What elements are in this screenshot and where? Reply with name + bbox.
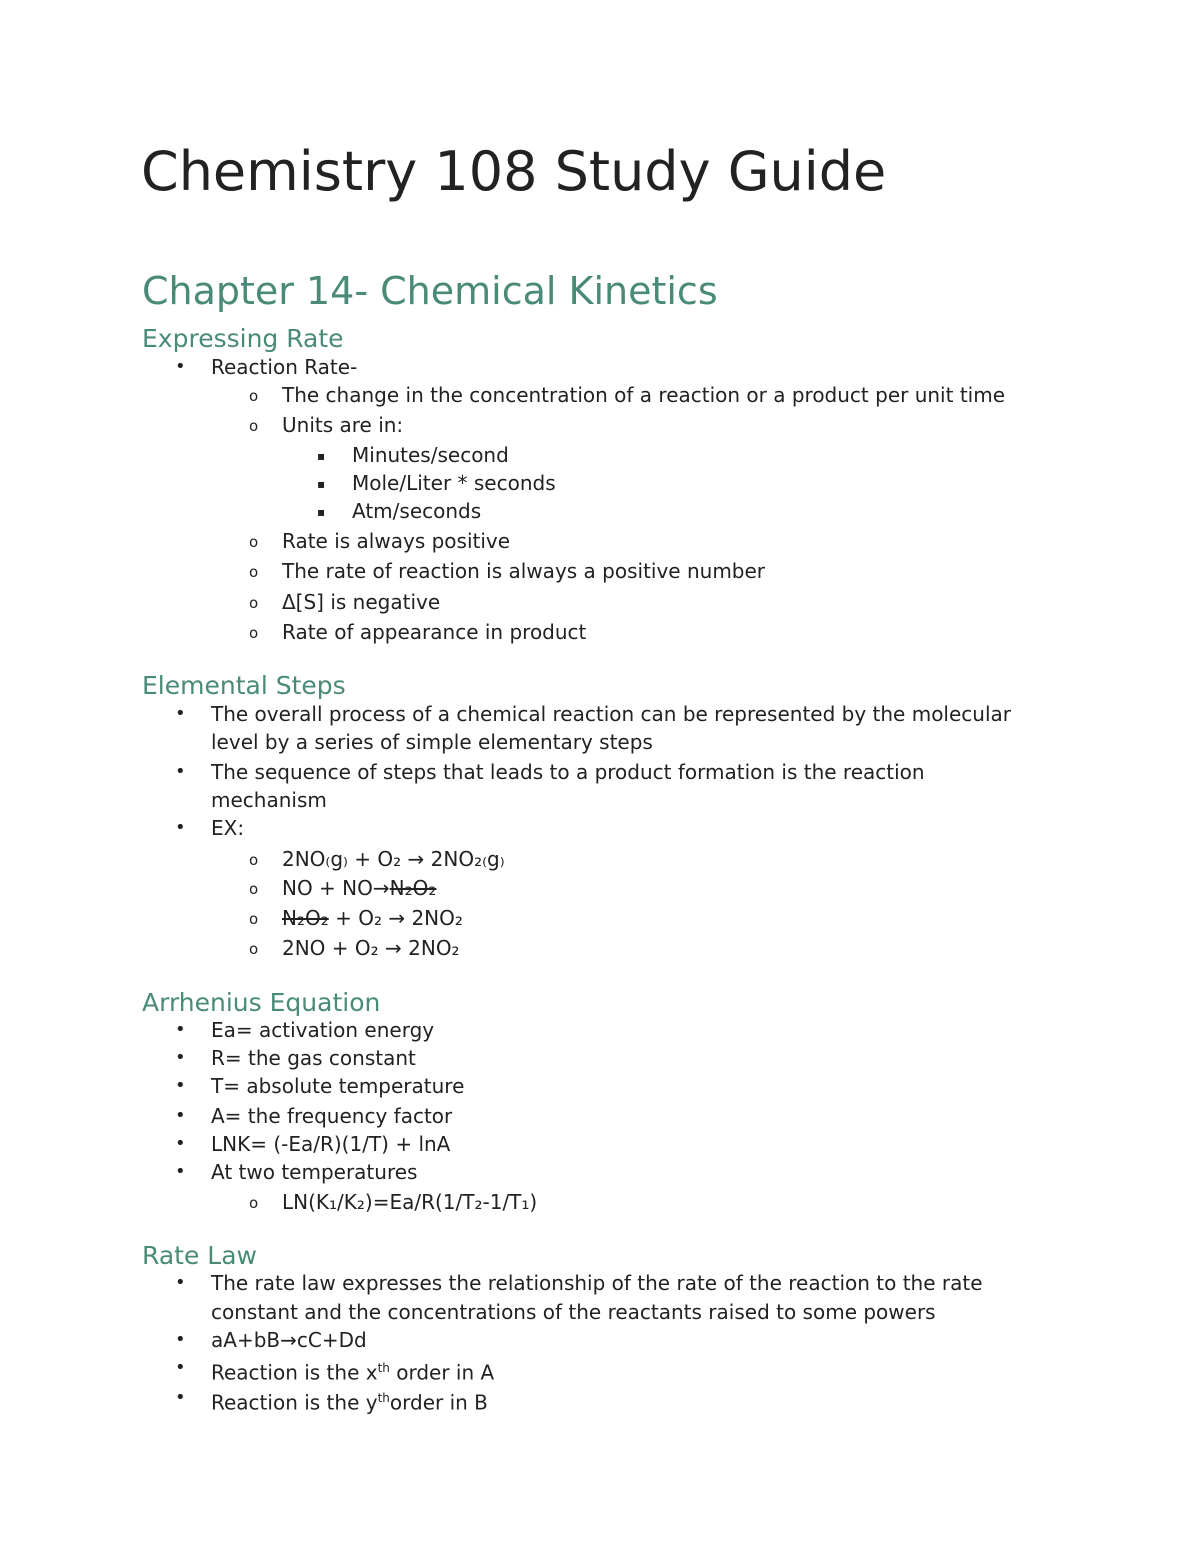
list-item: • aA+bB→cC+Dd xyxy=(211,1326,367,1354)
list-item: • Reaction Rate- xyxy=(211,353,357,381)
section-heading-expressing-rate: Expressing Rate xyxy=(142,324,344,353)
list-item: • The overall process of a chemical reaction can be represented by the molecular xyxy=(211,700,1011,728)
list-item: • R= the gas constant xyxy=(211,1044,416,1072)
equation-part: + O₂ → 2NO₂ xyxy=(328,906,463,930)
list-item: o Δ[S] is negative xyxy=(282,588,440,616)
equation-item xyxy=(282,874,436,902)
list-item: • The sequence of steps that leads to a product formation is the reaction xyxy=(211,758,925,786)
list-item-continuation: level by a series of simple elementary steps xyxy=(211,730,653,754)
list-item: • T= absolute temperature xyxy=(211,1072,464,1100)
equation-item: o 2NO + O₂ → 2NO₂ xyxy=(282,934,460,962)
list-item: ▪ Minutes/second xyxy=(352,441,509,469)
text-part: Reaction is the y xyxy=(211,1390,378,1415)
list-item xyxy=(211,1354,494,1387)
list-item: ▪ Atm/seconds xyxy=(352,497,481,525)
struck-reactant: N₂O₂ xyxy=(282,906,329,930)
list-item: • A= the frequency factor xyxy=(211,1102,452,1130)
list-item: • The rate law expresses the relationship of the rate of the reaction to the rate xyxy=(211,1269,983,1297)
list-item: o The rate of reaction is always a positive number xyxy=(282,557,765,585)
section-heading-rate-law: Rate Law xyxy=(142,1241,257,1270)
equation-part: NO + NO→ xyxy=(282,876,390,900)
list-item: ▪ Mole/Liter * seconds xyxy=(352,469,556,497)
section-heading-elemental-steps: Elemental Steps xyxy=(142,671,346,700)
list-item-continuation: mechanism xyxy=(211,788,327,812)
list-item: o The change in the concentration of a reaction or a product per unit time xyxy=(282,381,1005,409)
superscript: th xyxy=(377,1391,390,1405)
equation-item: o 2NO₍g₎ + O₂ → 2NO₂₍g₎ xyxy=(282,845,505,873)
list-item: o Units are in: xyxy=(282,411,403,439)
text-part: Reaction is the x xyxy=(211,1360,378,1385)
list-item: • LNK= (-Ea/R)(1/T) + lnA xyxy=(211,1130,450,1158)
text-part: order in A xyxy=(389,1360,495,1385)
equation-item xyxy=(282,904,463,932)
chapter-heading: Chapter 14- Chemical Kinetics xyxy=(142,269,718,313)
list-item: o Rate of appearance in product xyxy=(282,618,586,646)
list-item: • At two temperatures xyxy=(211,1158,417,1186)
list-item xyxy=(211,1384,488,1417)
list-item: • EX: xyxy=(211,814,244,842)
section-heading-arrhenius: Arrhenius Equation xyxy=(142,988,381,1017)
list-item: o Rate is always positive xyxy=(282,527,510,555)
struck-product: N₂O₂ xyxy=(389,876,437,900)
text-part: order in B xyxy=(389,1390,488,1415)
list-item-continuation: constant and the concentrations of the reactants raised to some powers xyxy=(211,1300,936,1324)
equation-item: o LN(K₁/K₂)=Ea/R(1/T₂-1/T₁) xyxy=(282,1188,537,1216)
document-title: Chemistry 108 Study Guide xyxy=(141,140,887,203)
superscript: th xyxy=(377,1361,390,1375)
list-item: • Ea= activation energy xyxy=(211,1016,434,1044)
